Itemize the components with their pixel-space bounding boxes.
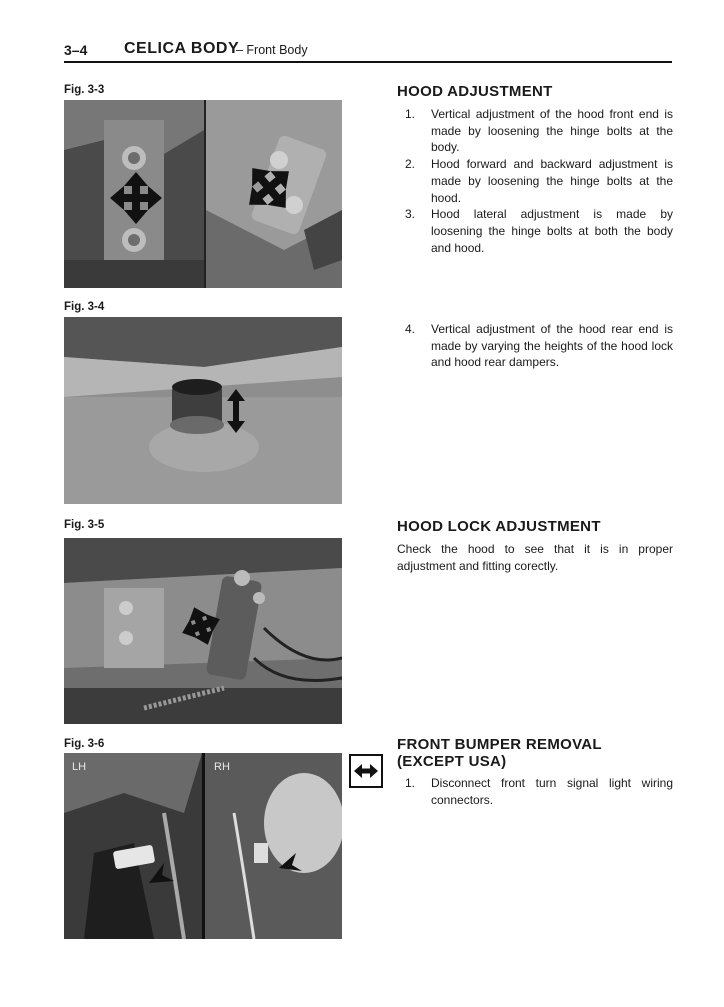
left-side-label: LH xyxy=(72,761,87,773)
figure-label: Fig. 3-4 xyxy=(64,301,105,313)
list-item: 4. Vertical adjustment of the hood rear end is made by varying the heights of the hood lock and hood rear dampers. xyxy=(405,322,673,370)
section-title-bumper-line2: (EXCEPT USA) xyxy=(397,753,507,770)
figure-label: Fig. 3-6 xyxy=(64,738,105,750)
figure-photo-wiring xyxy=(64,753,342,939)
page-header xyxy=(64,38,672,62)
hood-adjustment-steps-continued xyxy=(397,321,673,371)
bumper-steps xyxy=(397,775,673,808)
figure-photo-hood-lock xyxy=(64,538,342,724)
figure-label: Fig. 3-5 xyxy=(64,519,105,531)
page-number: 3–4 xyxy=(64,42,88,58)
figure-photo-damper xyxy=(64,317,342,504)
right-side-label: RH xyxy=(214,761,230,773)
section-title-hood-lock: HOOD LOCK ADJUSTMENT xyxy=(397,518,601,535)
hood-lock-text: Check the hood to see that it is in proper adjustment and fitting corectly. xyxy=(397,542,673,573)
section-title-bumper-line1: FRONT BUMPER REMOVAL xyxy=(397,736,602,753)
figure-label: Fig. 3-3 xyxy=(64,84,105,96)
page-subtitle: – Front Body xyxy=(236,43,308,57)
removal-arrows-icon xyxy=(349,754,383,788)
list-item: 3. Hood lateral adjustment is made by loosening the hinge bolts at both the body and hood. xyxy=(405,207,673,255)
page-title: CELICA BODY xyxy=(124,40,240,57)
list-item: 2. Hood forward and backward adjustment is made by loosening the hinge bolts at the hood. xyxy=(405,157,673,205)
list-item: 1. Vertical adjustment of the hood front end is made by loosening the hinge bolts at the body. xyxy=(405,107,673,155)
section-title-hood-adjustment: HOOD ADJUSTMENT xyxy=(397,83,553,100)
figure-photo-hinge xyxy=(64,100,342,288)
list-item: 1. Disconnect front turn signal light wiring connectors. xyxy=(405,776,673,807)
header-rule xyxy=(64,61,672,63)
section-title-bumper xyxy=(397,736,602,770)
hood-adjustment-steps xyxy=(397,106,673,256)
